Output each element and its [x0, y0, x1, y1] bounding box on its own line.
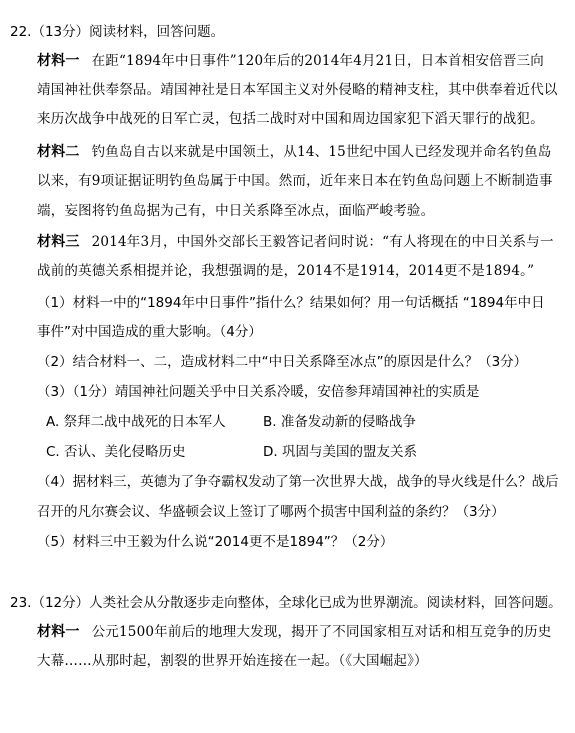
q22-material-2-line-3: 端，妄图将钓鱼岛据为己有，中日关系降至冰点，面临严峻考验。 — [37, 203, 435, 219]
q22-material-1-line-1 — [37, 52, 544, 70]
q22-sub3: （3）（1分）靖国神社问题关乎中日关系冷暖，安倍参拜靖国神社的实质是 — [37, 384, 480, 400]
q22-option-a: A. 祭拜二战中战死的日本军人 — [46, 414, 226, 430]
question-22-header: 22.（13分）阅读材料，回答问题。 — [10, 24, 225, 40]
q22-material-2-line-2: 以来，有9项证据证明钓鱼岛属于中国。然而，近年来日本在钓鱼岛问题上不断制造事 — [37, 173, 553, 189]
q22-material-1-line-2: 靖国神社供奉祭品。靖国神社是日本军国主义对外侵略的精神支柱，其中供奉着近代以 — [37, 82, 558, 98]
q22-material-1-text-1: 在距“1894年中日事件”120年后的2014年4月21日，日本首相安倍晋三向 — [91, 53, 544, 69]
q23-material-1-label: 材料一 — [37, 624, 80, 640]
q22-material-3-line-1 — [37, 233, 554, 251]
q22-material-2-label: 材料二 — [37, 144, 80, 160]
q23-material-1-text-1: 公元1500年前后的地理大发现，揭开了不同国家相互对话和相互竞争的历史 — [91, 624, 552, 640]
q22-option-b: B. 准备发动新的侵略战争 — [263, 414, 416, 430]
question-23-header: 23.（12分）人类社会从分散逐步走向整体，全球化已成为世界潮流。阅读材料，回答问题。 — [10, 595, 562, 611]
q23-material-1-line-2: 大幕……从那时起，割裂的世界开始连接在一起。（《大国崛起》） — [37, 653, 428, 669]
q22-sub4-line-1: （4）据材料三，英德为了争夺霸权发动了第一次世界大战，战争的导火线是什么？战后 — [37, 474, 559, 490]
q22-material-1-label: 材料一 — [37, 53, 80, 69]
q22-material-2-text-1: 钓鱼岛自古以来就是中国领土，从14、15世纪中国人已经发现并命名钓鱼岛 — [91, 144, 552, 160]
q22-sub1-line-1: （1）材料一中的“1894年中日事件”指什么？结果如何？用一句话概括 “1894年中日 — [37, 295, 545, 311]
q22-material-3-line-2: 战前的英德关系相提并论，我想强调的是，2014不是1914，2014更不是1894。” — [37, 263, 535, 279]
q22-material-3-label: 材料三 — [37, 234, 80, 250]
q22-material-3-text-1: 2014年3月，中国外交部长王毅答记者问时说：“有人将现在的中日关系与一 — [91, 234, 554, 250]
q22-sub4-line-2: 召开的凡尔赛会议、华盛顿会议上签订了哪两个损害中国利益的条约？（3分） — [37, 504, 505, 520]
q22-option-d: D. 巩固与美国的盟友关系 — [263, 444, 417, 460]
q22-material-1-line-3: 来历次战争中战死的日军亡灵，包括二战时对中国和周边国家犯下滔天罪行的战犯。 — [37, 111, 544, 127]
q22-sub2: （2）结合材料一、二，造成材料二中“中日关系降至冰点”的原因是什么？（3分） — [37, 354, 528, 370]
q22-option-c: C. 否认、美化侵略历史 — [46, 444, 186, 460]
q22-material-2-line-1 — [37, 143, 551, 161]
q22-sub1-line-2: 事件”对中国造成的重大影响。（4分） — [37, 324, 262, 340]
q23-material-1-line-1 — [37, 623, 551, 641]
q22-sub5: （5）材料三中王毅为什么说“2014更不是1894”？（2分） — [37, 534, 394, 550]
